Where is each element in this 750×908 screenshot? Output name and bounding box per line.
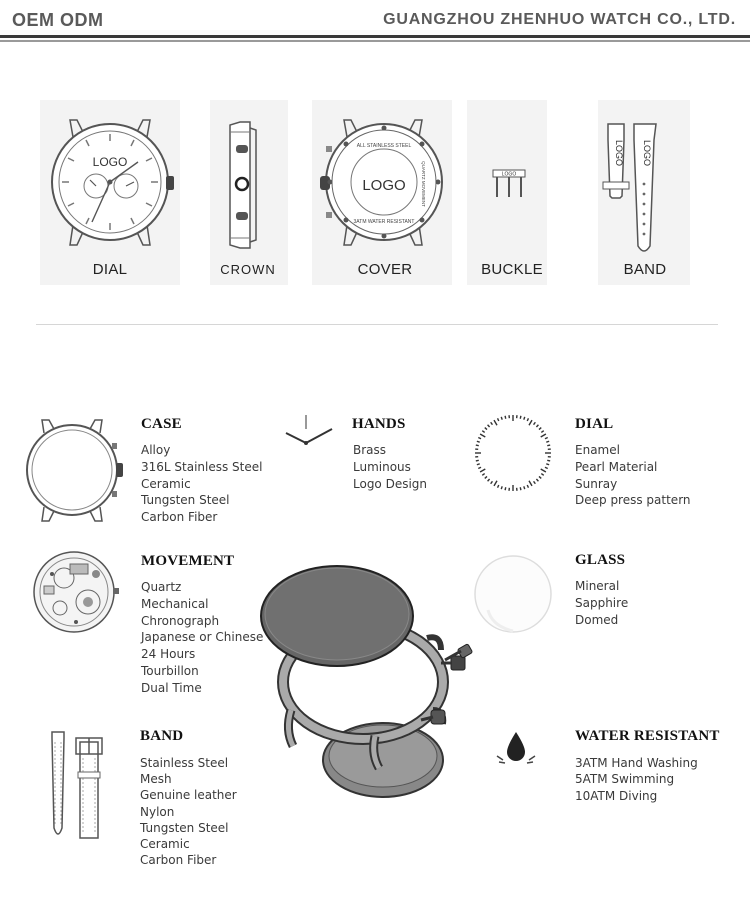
list-item: Pearl Material bbox=[575, 459, 658, 474]
exploded-watch-icon bbox=[255, 560, 480, 802]
list-item: Ceramic bbox=[140, 837, 190, 852]
feature-title-dial: DIAL bbox=[575, 416, 614, 432]
list-item: Tungsten Steel bbox=[141, 493, 230, 508]
list-item: Mineral bbox=[575, 579, 620, 593]
case-icon bbox=[22, 415, 126, 525]
feature-list-glass bbox=[575, 578, 628, 628]
list-item: Dual Time bbox=[141, 680, 202, 695]
feature-list-dial bbox=[575, 442, 691, 509]
list-item: Carbon Fiber bbox=[141, 510, 218, 525]
band-icon bbox=[598, 100, 690, 285]
list-item: Quartz bbox=[141, 580, 182, 594]
water-drop-icon bbox=[493, 728, 539, 768]
list-item: 24 Hours bbox=[141, 647, 196, 662]
hands-icon bbox=[282, 415, 336, 449]
svg-text:LOGO: LOGO bbox=[92, 155, 128, 169]
dial-ticks-icon bbox=[470, 410, 556, 496]
list-item: Logo Design bbox=[353, 476, 428, 491]
part-label-buckle: BUCKLE bbox=[481, 261, 543, 278]
list-item: Stainless Steel bbox=[140, 756, 229, 770]
movement-icon bbox=[30, 550, 122, 634]
part-label-band: BAND bbox=[623, 261, 667, 278]
feature-list-hands bbox=[353, 442, 427, 492]
part-cover bbox=[312, 100, 452, 285]
list-item: Genuine leather bbox=[140, 788, 237, 803]
list-item: Domed bbox=[575, 612, 619, 627]
svg-text:LOGO: LOGO bbox=[642, 140, 652, 167]
list-item: Mesh bbox=[140, 772, 172, 787]
watch-dial-icon bbox=[40, 100, 180, 285]
part-label-cover: COVER bbox=[357, 261, 413, 278]
leather-band-icon bbox=[40, 728, 106, 846]
part-band bbox=[598, 100, 690, 285]
list-item: 5ATM Swimming bbox=[575, 772, 675, 787]
section-divider bbox=[36, 324, 718, 325]
list-item: 3ATM Hand Washing bbox=[575, 756, 698, 770]
list-item: 316L Stainless Steel bbox=[141, 459, 263, 474]
list-item: Japanese or Chinese bbox=[141, 630, 264, 645]
feature-title-band: BAND bbox=[140, 728, 184, 744]
list-item: Brass bbox=[353, 443, 387, 457]
header-rule-thin bbox=[0, 40, 750, 42]
company-name: GUANGZHOU ZHENHUO WATCH CO., LTD. bbox=[383, 11, 736, 28]
svg-text:LOGO: LOGO bbox=[501, 171, 517, 178]
feature-title-water: WATER RESISTANT bbox=[575, 728, 720, 744]
list-item: Chronograph bbox=[141, 613, 220, 628]
feature-title-case: CASE bbox=[141, 416, 182, 432]
svg-text:ALL STAINLESS STEEL: ALL STAINLESS STEEL bbox=[356, 143, 412, 149]
svg-text:LOGO: LOGO bbox=[362, 177, 406, 194]
header-title: OEM ODM bbox=[12, 10, 104, 30]
list-item: Carbon Fiber bbox=[140, 853, 217, 868]
watch-crown-icon bbox=[210, 100, 288, 285]
list-item: Enamel bbox=[575, 443, 620, 457]
feature-list-movement bbox=[141, 579, 263, 697]
list-item: Deep press pattern bbox=[575, 493, 691, 508]
watch-cover-icon bbox=[312, 100, 452, 285]
feature-title-hands: HANDS bbox=[352, 416, 406, 432]
svg-text:3ATM WATER RESISTANT: 3ATM WATER RESISTANT bbox=[353, 219, 415, 225]
svg-text:QUARTZ MOVEMENT: QUARTZ MOVEMENT bbox=[421, 161, 426, 207]
list-item: Tungsten Steel bbox=[140, 820, 229, 835]
feature-list-water bbox=[575, 755, 698, 804]
glass-icon bbox=[470, 552, 556, 638]
part-label-dial: DIAL bbox=[92, 261, 128, 278]
feature-title-glass: GLASS bbox=[575, 552, 626, 568]
part-crown bbox=[210, 100, 288, 285]
buckle-icon bbox=[467, 100, 547, 285]
list-item: Mechanical bbox=[141, 596, 209, 611]
part-buckle bbox=[467, 100, 547, 285]
list-item: Sapphire bbox=[575, 595, 629, 610]
list-item: Sunray bbox=[575, 476, 618, 491]
list-item: Alloy bbox=[141, 443, 171, 457]
feature-list-band bbox=[140, 755, 237, 868]
part-label-crown: CROWN bbox=[220, 262, 276, 277]
list-item: Ceramic bbox=[141, 476, 191, 491]
part-dial bbox=[40, 100, 180, 285]
feature-title-movement: MOVEMENT bbox=[141, 553, 235, 569]
list-item: Nylon bbox=[140, 804, 175, 819]
list-item: 10ATM Diving bbox=[575, 788, 658, 803]
feature-list-case bbox=[141, 442, 262, 526]
list-item: Luminous bbox=[353, 459, 411, 474]
header-rule bbox=[0, 35, 750, 38]
list-item: Tourbillon bbox=[141, 663, 199, 678]
svg-text:LOGO: LOGO bbox=[614, 140, 624, 167]
